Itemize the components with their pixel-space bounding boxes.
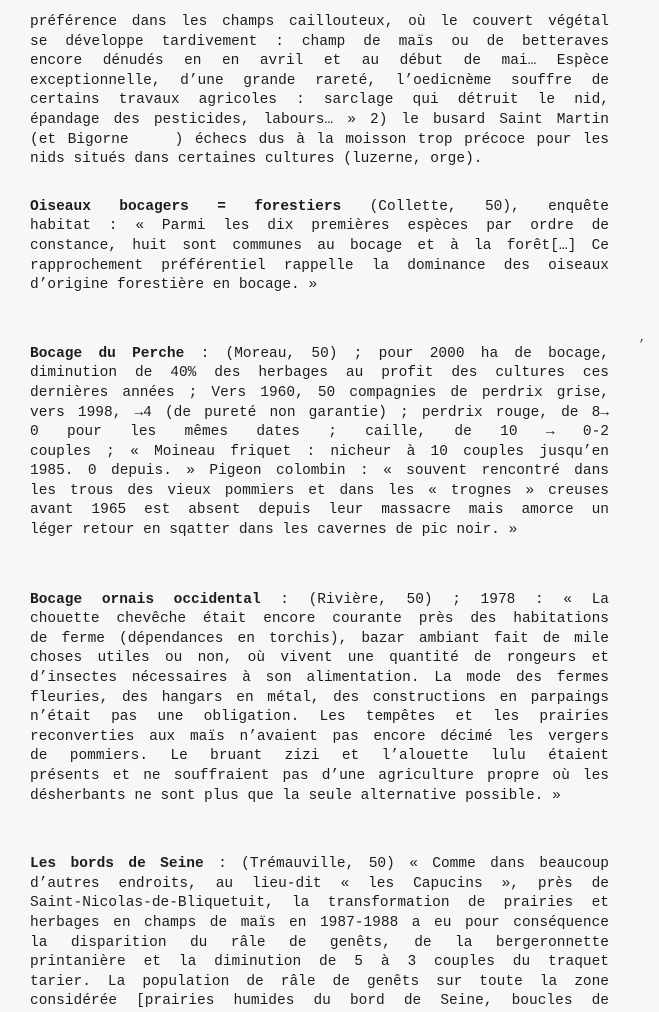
section-heading: Les bords de Seine <box>30 856 204 873</box>
paragraph-bocage-ornais <box>30 591 609 807</box>
text-line: nids situés dans certaines cultures (luzerne, orge). <box>30 151 483 168</box>
paragraph-oedicneme <box>30 13 609 170</box>
text-line: vers 1998, →4 (de pureté non garantie) ; perdrix rouge, de 8→ <box>30 404 609 421</box>
section-heading: Oiseaux bocagers = forestiers <box>30 198 342 215</box>
text-line <box>30 591 609 611</box>
text-line <box>30 198 609 218</box>
text-line: de ferme (dépendances en torchis), bazar ambiant fait de mile <box>30 630 609 647</box>
text-line: chouette chevêche était encore courante près des habitations <box>30 611 609 628</box>
text-line: Saint-Nicolas-de-Bliquetuit, la transformation de prairies et <box>30 895 609 912</box>
text-line: 0 pour les mêmes dates ; caille, de 10 → 0-2 <box>30 424 609 441</box>
text-line: herbages en champs de maïs en 1987-1988 a eu pour conséquence <box>30 914 609 931</box>
text-line: choses utiles ou non, où vivent une quantité de rongeurs et <box>30 650 609 667</box>
text-line: constance, huit sont communes au bocage et à la forêt[…] Ce <box>30 237 609 254</box>
text-line <box>30 855 609 875</box>
text-line: les trous des vieux pommiers et dans les « trognes » creuses <box>30 482 609 499</box>
text-line: couples ; « Moineau friquet : nicheur à 10 couples jusqu’en <box>30 443 609 460</box>
section-heading: Bocage du Perche <box>30 345 185 362</box>
text-line: reconverties aux maïs n’avaient pas encore décimé les vergers <box>30 728 609 745</box>
text-line: n’était pas une obligation. Les tempêtes et les prairies <box>30 709 609 726</box>
text-line: certains travaux agricoles : sarclage qui détruit le nid, <box>30 92 609 109</box>
section-heading: Bocage ornais occidental <box>30 591 261 608</box>
text-line: (et Bigorne ) échecs dus à la moisson trop précoce pour les <box>30 131 609 148</box>
text-line: exceptionnelle, d’une grande rareté, l’oedicnème souffre de <box>30 72 609 89</box>
text-line: encore dénudés en en avril et au début de mai… Espèce <box>30 53 609 70</box>
margin-mark: ’ <box>638 338 646 352</box>
text-span: : (Rivière, 50) ; 1978 : « La <box>260 591 609 608</box>
text-line: léger retour en sqatter dans les cavernes de pic noir. » <box>30 522 518 539</box>
text-line: d’insectes nécessaires à son alimentation. La mode des fermes <box>30 670 609 687</box>
text-line: 1985. 0 depuis. » Pigeon colombin : « souvent rencontré dans <box>30 463 609 480</box>
paragraph-bords-de-seine <box>30 855 609 1012</box>
paragraph-bocage-perche <box>30 345 609 541</box>
text-line: présents et ne souffraient pas d’une agriculture propre où les <box>30 768 609 784</box>
text-line: dernières années ; Vers 1960, 50 compagnies de perdrix grise, <box>30 384 609 401</box>
text-span: (Collette, 50), enquête <box>341 198 609 215</box>
text-line <box>30 345 609 365</box>
paragraph-oiseaux-bocagers <box>30 198 609 296</box>
text-line: tarier. La population de râle de genêts sur toute la zone <box>30 973 609 990</box>
text-line: rapprochement préférentiel rappelle la dominance des oiseaux <box>30 257 609 274</box>
text-line: habitat : « Parmi les dix premières espèces par ordre de <box>30 218 609 235</box>
text-line: considérée [prairies humides du bord de Seine, boucles de <box>30 993 609 1010</box>
text-line: de pommiers. Le bruant zizi et l’alouette lulu étaient <box>30 748 609 765</box>
text-line: désherbants ne sont plus que la seule alternative possible. » <box>30 787 561 804</box>
text-line: se développe tardivement : champ de maïs ou de betteraves <box>30 33 609 50</box>
document-page <box>30 13 609 1012</box>
text-line: printanière et la diminution de 5 à 3 couples du traquet <box>30 954 609 971</box>
text-line: avant 1965 est absent depuis leur massacre mais amorce un <box>30 502 609 519</box>
text-line: d’autres endroits, au lieu-dit « les Capucins », près de <box>30 875 609 892</box>
text-line: d’origine forestière en bocage. » <box>30 277 318 294</box>
text-line: épandage des pesticides, labours… » 2) le busard Saint Martin <box>30 111 609 128</box>
text-span: : (Trémauville, 50) « Comme dans beaucoup <box>203 856 609 873</box>
text-line: la disparition du râle de genêts, de la bergeronnette <box>30 934 609 951</box>
text-line: fleuries, des hangars en métal, des constructions en parpaings <box>30 689 609 706</box>
text-span: : (Moreau, 50) ; pour 2000 ha de bocage, <box>184 345 609 362</box>
text-line: diminution de 40% des herbages au profit des cultures ces <box>30 365 609 382</box>
text-line: préférence dans les champs caillouteux, où le couvert végétal <box>30 14 609 30</box>
